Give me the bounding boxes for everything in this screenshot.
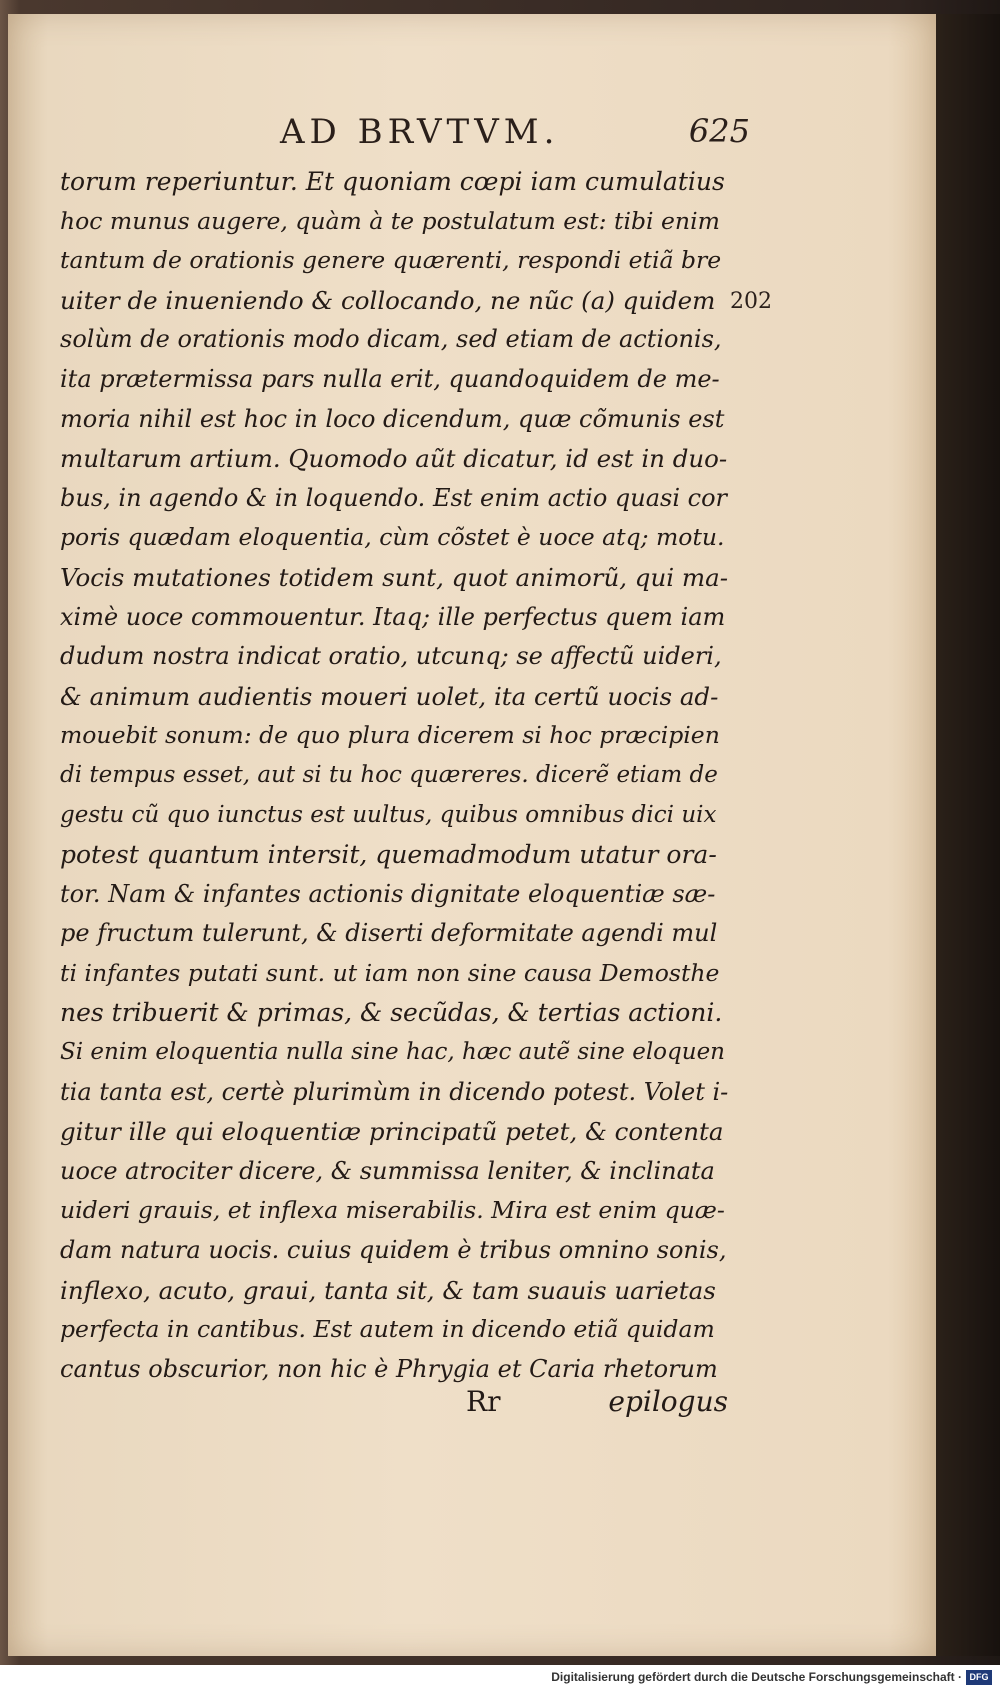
credit-bar [0,1665,1000,1693]
text-line: ita prætermissa pars nulla erit, quandoquidem de me- [60,364,720,393]
text-line: mouebit sonum: de quo plura dicerem si hoc præcipien [60,721,720,750]
text-line: poris quædam eloquentia, cùm cõstet è uoce atq; motu. [60,523,725,552]
text-line: gitur ille qui eloquentiæ principatũ petet, & contenta [60,1117,724,1147]
text-line: Si enim eloquentia nulla sine hac, hæc autẽ sine eloquen [60,1039,725,1066]
text-line: multarum artium. Quomodo aũt dicatur, id est in duo- [60,444,728,474]
text-line: ximè uoce commouentur. Itaq; ille perfectus quem iam [60,602,726,631]
text-line: & animum audientis moueri uolet, ita certũ uocis ad- [60,681,719,711]
text-line: torum reperiuntur. Et quoniam cœpi iam cumulatius [60,167,725,196]
text-line: Vocis mutationes totidem sunt, quot animorũ, qui ma- [60,562,728,592]
digitization-credit: Digitalisierung gefördert durch die Deutsche Forschungsgemeinschaft · [551,1670,962,1684]
text-line: ti infantes putati sunt. ut iam non sine causa Demosthe [60,958,720,987]
text-line: tia tanta est, certè plurimùm in dicendo potest. Volet i- [60,1077,729,1106]
running-head: AD BRVTVM. [280,112,560,152]
page-number: 625 [688,112,750,150]
text-line: potest quantum intersit, quemadmodum utatur ora- [60,840,717,870]
signature-mark: Rr [466,1385,501,1418]
text-line: uideri grauis, et inflexa miserabilis. Mira est enim quæ- [60,1196,725,1225]
text-line: inflexo, acuto, graui, tanta sit, & tam suauis uarietas [60,1275,716,1305]
catchword: epilogus [608,1385,728,1418]
text-line: tantum de orationis genere quærenti, respondi etiã bre [60,246,722,275]
body-text [60,162,728,1389]
text-line: perfecta in cantibus. Est autem in dicendo etiã quidam [60,1315,715,1344]
text-line: solùm de orationis modo dicam, sed etiam de actionis, [60,325,722,354]
text-line: pe fructum tulerunt, & diserti deformitate agendi mul [60,919,718,948]
text-line: dam natura uocis. cuius quidem è tribus omnino sonis, [60,1236,727,1265]
margin-note: 202 [730,289,772,314]
text-line: bus, in agendo & in loquendo. Est enim actio quasi cor [60,483,728,512]
text-line: moria nihil est hoc in loco dicendum, quæ cõmunis est [60,404,725,433]
text-line: gestu cũ quo iunctus est uultus, quibus omnibus dici uix [60,801,717,828]
page-header [70,112,750,162]
page-footer [60,1385,728,1435]
text-line: dudum nostra indicat oratio, utcunq; se affectũ uideri, [60,642,722,671]
text-line: nes tribuerit & primas, & secũdas, & tertias actioni. [60,998,723,1028]
text-line: hoc munus augere, quàm à te postulatum est: tibi enim [60,206,720,235]
text-line: uoce atrociter dicere, & summissa leniter, & inclinata [60,1156,715,1185]
book-binding-edge [936,14,1000,1656]
text-line: cantus obscurior, non hic è Phrygia et Caria rhetorum [60,1354,718,1383]
text-line: tor. Nam & infantes actionis dignitate eloquentiæ sæ- [60,879,716,908]
dfg-logo-icon: DFG [966,1670,992,1685]
text-line: uiter de inueniendo & collocando, ne nũc (a) quidem [60,285,716,315]
text-line: di tempus esset, aut si tu hoc quæreres. dicerẽ etiam de [60,761,718,788]
